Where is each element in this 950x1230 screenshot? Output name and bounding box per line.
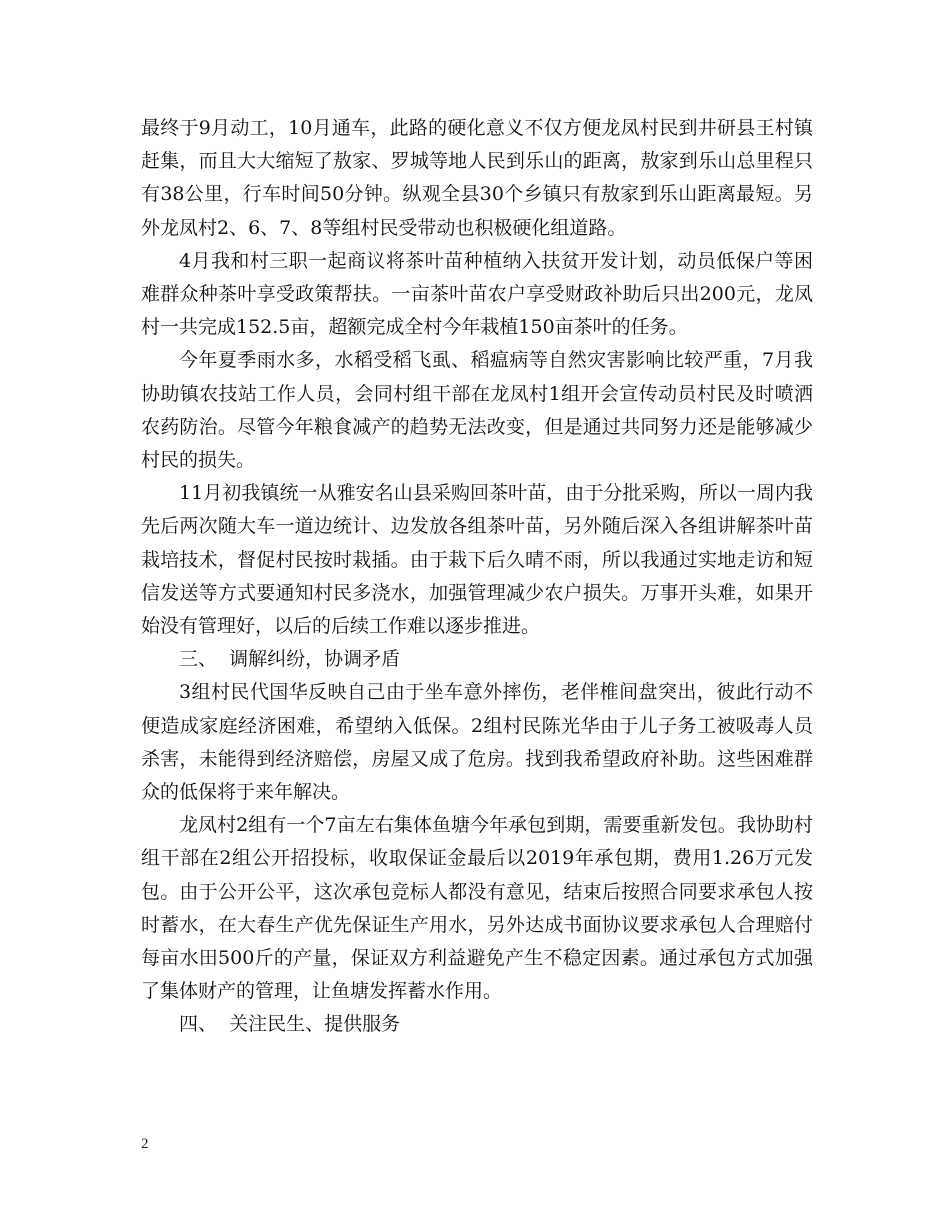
paragraph-fish-pond-contract: 龙凤村2组有一个7亩左右集体鱼塘今年承包到期，需要重新发包。我协助村组干部在2组公开招投标，收取保证金最后以2019年承包期，费用1.26万元发包。由于公开公平，这次承包竞标人都没有意见，结束后按照合同要求承包人按时蓄水，在大春生产优先保证生产用水，另外达成书面协议要求承包人合理赔付每亩水田500斤的产量，保证双方利益避免产生不稳定因素。通过承包方式加强了集体财产的管理，让鱼塘发挥蓄水作用。 (141, 814, 813, 1003)
paragraph-rice-disaster: 今年夏季雨水多，水稻受稻飞虱、稻瘟病等自然灾害影响比较严重，7月我协助镇农技站工作人员，会同村组干部在龙凤村1组开会宣传动员村民及时喷洒农药防治。尽管今年粮食减产的趋势无法改变，但是通过共同努力还是能够减少村民的损失。 (141, 349, 813, 472)
section-heading-mediation: 三、 调解纠纷，协调矛盾 (179, 648, 401, 671)
page-number: 2 (141, 1136, 149, 1152)
section-heading-livelihood: 四、 关注民生、提供服务 (179, 1013, 401, 1036)
paragraph-tea-planting-plan: 4月我和村三职一起商议将茶叶苗种植纳入扶贫开发计划，动员低保户等困难群众种茶叶享受政策帮扶。一亩茶叶苗农户享受财政补助后只出200元，龙凤村一共完成152.5亩，超额完成全村今年栽植150亩茶叶的任务。 (141, 249, 813, 339)
document-body (141, 112, 813, 1042)
paragraph-poverty-cases: 3组村民代国华反映自己由于坐车意外摔伤，老伴椎间盘突出，彼此行动不便造成家庭经济困难，希望纳入低保。2组村民陈光华由于儿子务工被吸毒人员杀害，未能得到经济赔偿，房屋又成了危房。找到我希望政府补助。这些困难群众的低保将于来年解决。 (141, 681, 813, 804)
paragraph-road-completion: 最终于9月动工，10月通车，此路的硬化意义不仅方便龙凤村民到井研县王村镇赶集，而且大大缩短了敖家、罗城等地人民到乐山的距离，敖家到乐山总里程只有38公里，行车时间50分钟。纵观全县30个乡镇只有敖家到乐山距离最短。另外龙凤村2、6、7、8等组村民受带动也积极硬化组道路。 (141, 117, 813, 239)
paragraph-tea-seedling-distribution: 11月初我镇统一从雅安名山县采购回茶叶苗，由于分批采购，所以一周内我先后两次随大车一道边统计、边发放各组茶叶苗，另外随后深入各组讲解茶叶苗栽培技术，督促村民按时栽插。由于栽下后久晴不雨，所以我通过实地走访和短信发送等方式要通知村民多浇水，加强管理减少农户损失。万事开头难，如果开始没有管理好，以后的后续工作难以逐步推进。 (141, 482, 813, 638)
